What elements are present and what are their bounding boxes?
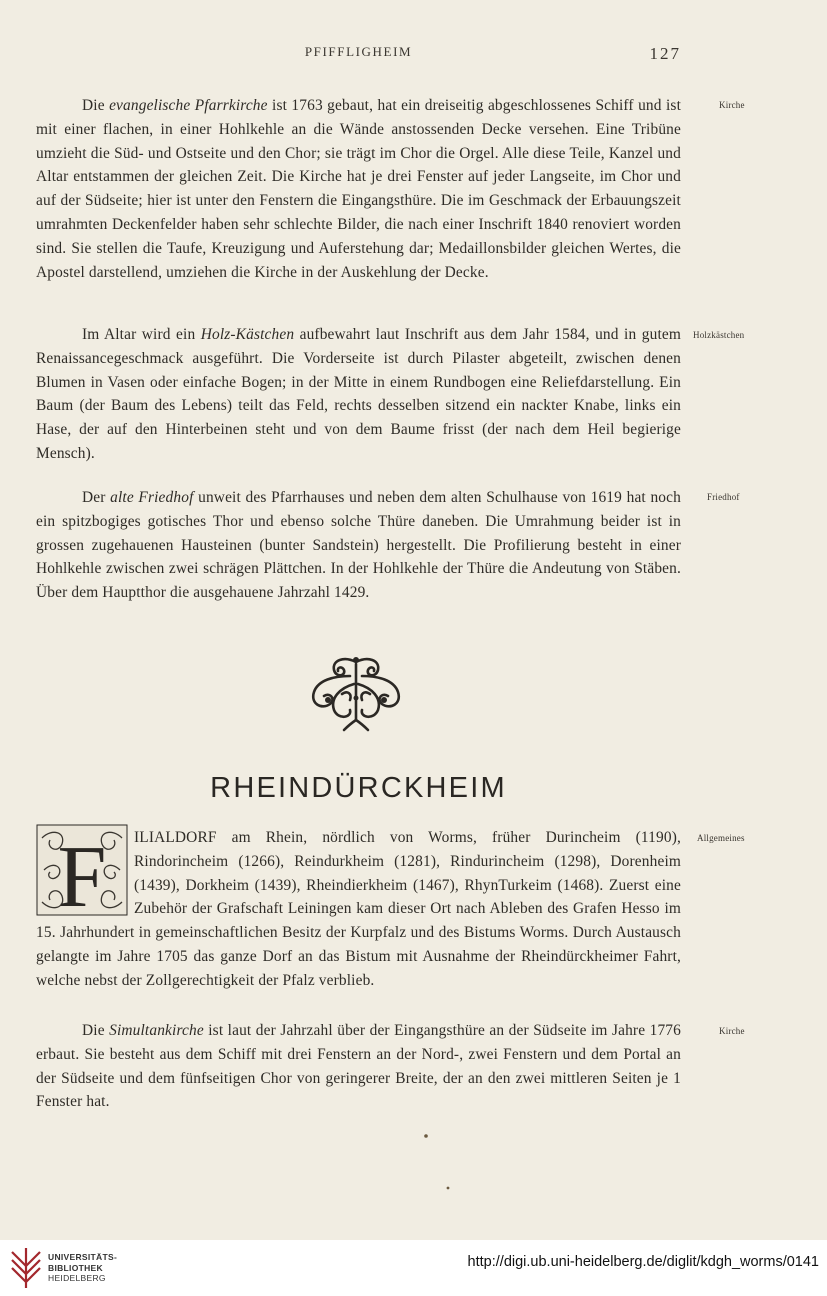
paragraph-text: Die evangelische Pfarrkirche ist 1763 gebaut, hat ein dreiseitig abgeschlossenes Schiff und ist mit einer flachen, in einer Hohlkehle an die Wände anstossenden Decke versehen. Eine Tribüne umzieht die Süd- und Ostseite und den Chor; sie trägt im Chor die Orgel. Alle diese Teile, Kanzel und Altar entstammen der gleichen Zeit. Die Kirche hat je drei Fenster auf jeder Langseite, im Chor und auf der Südseite; hier ist unter den Fenstern die Eingangsthüre. Die im Geschmack der Erbauungszeit umrahmten Deckenfelder haben sehr schlechte Bilder, die nach einer Inschrift 1840 renoviert worden sind. Sie stellen die Taufe, Kreuzigung und Auferstehung dar; Medaillonsbilder gleichen Wertes, die Apostel darstellend, umziehen die Kirche in der Auskehlung der Decke.: [36, 97, 681, 281]
paragraph-text: Der alte Friedhof unweit des Pfarrhauses und neben dem alten Schulhause von 1619 hat noch ein spitzbogiges gotisches Thor und ebenso solche Thüre daneben. Die Umrahmung beider ist in grossen zugehauenen Hausteinen (bunter Sandstein) hergestellt. Die Profilierung besteht in einer Hohlkehle zwischen zwei schrägen Plättchen. In der Hohlkehle der Thüre die Andeutung von Stäben. Über dem Hauptthor die ausgehauene Jahrzahl 1429.: [36, 489, 681, 602]
margin-note-friedhof: Friedhof: [707, 492, 740, 502]
paragraph-friedhof: [36, 486, 681, 605]
running-title: PFIFFLIGHEIM: [304, 44, 413, 59]
paper-speck-icon: [420, 1130, 460, 1200]
margin-note-kirche-2: Kirche: [719, 1026, 745, 1036]
emphasis: alte Friedhof: [110, 489, 194, 506]
paragraph-text: ILIALDORF am Rhein, nördlich von Worms, früher Durincheim (1190), Rindorincheim (1266), Reindurkheim (1281), Rindurincheim (1298), Dorenheim (1439), Dorkheim (1439), Rheindierkheim (1467), RhynTurkeim (1468). Zuerst eine Zubehör der Grafschaft Leiningen kam dieser Ort nach Ableben des Grafen Hesso im 15. Jahrhundert in gemeinschaftlichen Besitz der Kurpfalz und des Bistums Worms. Durch Austausch gelangte im Jahre 1705 das ganze Dorf an das Bistum mit Ausnahme der Rheindürckheimer Fahrt, welche nebst der Zollgerechtigkeit der Pfalz verblieb.: [36, 829, 681, 989]
page-number: 127: [649, 44, 681, 63]
paragraph-kirche: [36, 94, 681, 284]
margin-note-allgemeines: Allgemeines: [697, 833, 745, 843]
margin-note-holzkaestchen: Holzkästchen: [693, 330, 745, 340]
paragraph-text: Die Simultankirche ist laut der Jahrzahl über der Eingangsthüre an der Südseite im Jahre 1776 erbaut. Sie besteht aus dem Schiff mit drei Fenstern an der Nord-, zwei Fenstern und dem Portal an der Südseite und dem fünfseitigen Chor von geringerer Breite, der an den zwei mittleren Seiten je 1 Fenster hat.: [36, 1022, 681, 1111]
paragraph-text: Im Altar wird ein Holz-Kästchen aufbewahrt laut Inschrift aus dem Jahr 1584, und in gutem Renaissancegeschmack ausgeführt. Die Vorderseite ist durch Pilaster abgeteilt, zwischen denen Blumen in Vasen oder einfache Bogen; in der Mitte in einem Rundbogen eine Reliefdarstellung. Ein Baum (der Baum des Lebens) teilt das Feld, rechts desselben sitzend ein nackter Knabe, links ein Hase, der auf den Hinterbeinen steht und von dem Baume frisst (der nach dem Heil begierige Mensch).: [36, 326, 681, 462]
permalink-url[interactable]: http://digi.ub.uni-heidelberg.de/diglit/kdgh_worms/0141: [467, 1254, 819, 1270]
paragraph-holzkaestchen: [36, 323, 681, 466]
margin-note-kirche: Kirche: [719, 100, 745, 110]
paragraph-simultankirche: [36, 1019, 681, 1114]
paragraph-allgemeines: [36, 826, 681, 993]
footer-bar: [0, 1240, 827, 1296]
initial-spacer: [36, 826, 134, 918]
section-heading: RHEINDÜRCKHEIM: [210, 772, 507, 804]
initial-letter: F: [57, 829, 107, 916]
running-head: [36, 44, 681, 68]
emphasis: Holz-Kästchen: [200, 326, 295, 343]
emphasis: Simultankirche: [109, 1022, 204, 1039]
ornament-vignette-icon: [304, 654, 408, 732]
emphasis: evangelische Pfarrkirche: [109, 97, 268, 114]
library-name: UNIVERSITÄTS- BIBLIOTHEK HEIDELBERG: [48, 1252, 118, 1283]
university-logo-icon: [8, 1246, 44, 1290]
